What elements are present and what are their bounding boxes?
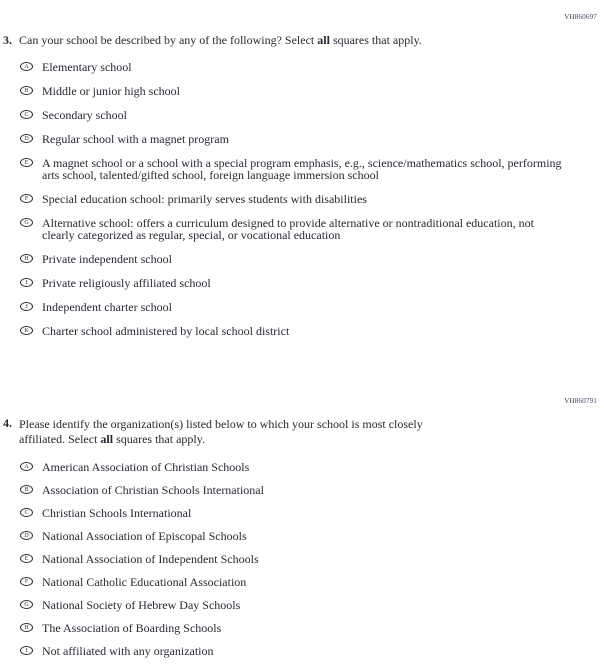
option-bubble-icon[interactable]: C bbox=[20, 508, 33, 517]
option-bubble-icon[interactable]: C bbox=[20, 110, 33, 119]
option-label: The Association of Boarding Schools bbox=[42, 621, 222, 635]
option-bubble-icon[interactable]: K bbox=[20, 326, 33, 335]
question-4-number: 4. bbox=[3, 416, 12, 430]
option-bubble-icon[interactable]: A bbox=[20, 62, 33, 71]
answer-option bbox=[20, 253, 604, 265]
answer-option bbox=[20, 622, 604, 634]
answer-option bbox=[20, 325, 604, 337]
option-bubble-icon[interactable]: D bbox=[20, 531, 33, 540]
question-3-options bbox=[20, 61, 604, 337]
question-3-title: Can your school be described by any of the following? Select all squares that apply. bbox=[19, 33, 422, 47]
answer-option bbox=[20, 553, 604, 565]
answer-option bbox=[20, 576, 604, 588]
option-bubble-icon[interactable]: G bbox=[20, 218, 33, 227]
option-bubble-icon[interactable]: F bbox=[20, 194, 33, 203]
option-label: Not affiliated with any organization bbox=[42, 644, 214, 658]
option-bubble-icon[interactable]: D bbox=[20, 134, 33, 143]
answer-option bbox=[20, 277, 604, 289]
answer-option bbox=[20, 109, 604, 121]
option-label: Association of Christian Schools International bbox=[42, 483, 264, 497]
option-label: Elementary school bbox=[42, 60, 132, 74]
item-code-q3: VH860697 bbox=[564, 13, 597, 21]
option-bubble-icon[interactable]: G bbox=[20, 600, 33, 609]
option-bubble-icon[interactable]: F bbox=[20, 577, 33, 586]
option-bubble-icon[interactable]: B bbox=[20, 485, 33, 494]
question-3-number: 3. bbox=[3, 33, 12, 47]
option-label: Charter school administered by local school district bbox=[42, 324, 290, 338]
question-4 bbox=[3, 417, 604, 447]
option-label: A magnet school or a school with a special program emphasis, e.g., science/mathematics school, performing arts school, talented/gifted school, foreign language immersion school bbox=[42, 156, 562, 182]
option-label: National Association of Independent Schools bbox=[42, 552, 259, 566]
option-label: Regular school with a magnet program bbox=[42, 132, 229, 146]
option-label: Special education school: primarily serves students with disabilities bbox=[42, 192, 367, 206]
option-label: American Association of Christian Schools bbox=[42, 460, 250, 474]
question-4-title: Please identify the organization(s) listed below to which your school is most closely affiliated. Select all squares that apply. bbox=[19, 417, 423, 446]
answer-option bbox=[20, 193, 604, 205]
option-bubble-icon[interactable]: H bbox=[20, 623, 33, 632]
answer-option bbox=[20, 530, 604, 542]
option-label: Middle or junior high school bbox=[42, 84, 180, 98]
option-label: National Association of Episcopal Schools bbox=[42, 529, 247, 543]
answer-option bbox=[20, 85, 604, 97]
answer-option bbox=[20, 645, 604, 657]
option-label: Secondary school bbox=[42, 108, 127, 122]
answer-option bbox=[20, 157, 604, 181]
option-label: National Society of Hebrew Day Schools bbox=[42, 598, 241, 612]
answer-option bbox=[20, 217, 604, 241]
option-bubble-icon[interactable]: A bbox=[20, 462, 33, 471]
answer-option bbox=[20, 507, 604, 519]
option-label: Alternative school: offers a curriculum designed to provide alternative or nontraditional education, not clearly categorized as regular, special, or vocational education bbox=[42, 216, 534, 242]
option-bubble-icon[interactable]: E bbox=[20, 158, 33, 167]
option-bubble-icon[interactable]: I bbox=[20, 646, 33, 655]
question-4-options bbox=[20, 461, 604, 657]
question-3 bbox=[3, 34, 604, 46]
option-label: Independent charter school bbox=[42, 300, 172, 314]
option-bubble-icon[interactable]: H bbox=[20, 254, 33, 263]
option-bubble-icon[interactable]: J bbox=[20, 302, 33, 311]
answer-option bbox=[20, 301, 604, 313]
option-label: Private independent school bbox=[42, 252, 172, 266]
answer-option bbox=[20, 599, 604, 611]
option-label: Christian Schools International bbox=[42, 506, 192, 520]
option-bubble-icon[interactable]: E bbox=[20, 554, 33, 563]
answer-option bbox=[20, 484, 604, 496]
item-code-q4: VH860791 bbox=[564, 397, 597, 405]
option-bubble-icon[interactable]: B bbox=[20, 86, 33, 95]
answer-option bbox=[20, 61, 604, 73]
option-bubble-icon[interactable]: I bbox=[20, 278, 33, 287]
answer-option bbox=[20, 461, 604, 473]
option-label: Private religiously affiliated school bbox=[42, 276, 211, 290]
option-label: National Catholic Educational Association bbox=[42, 575, 247, 589]
answer-option bbox=[20, 133, 604, 145]
